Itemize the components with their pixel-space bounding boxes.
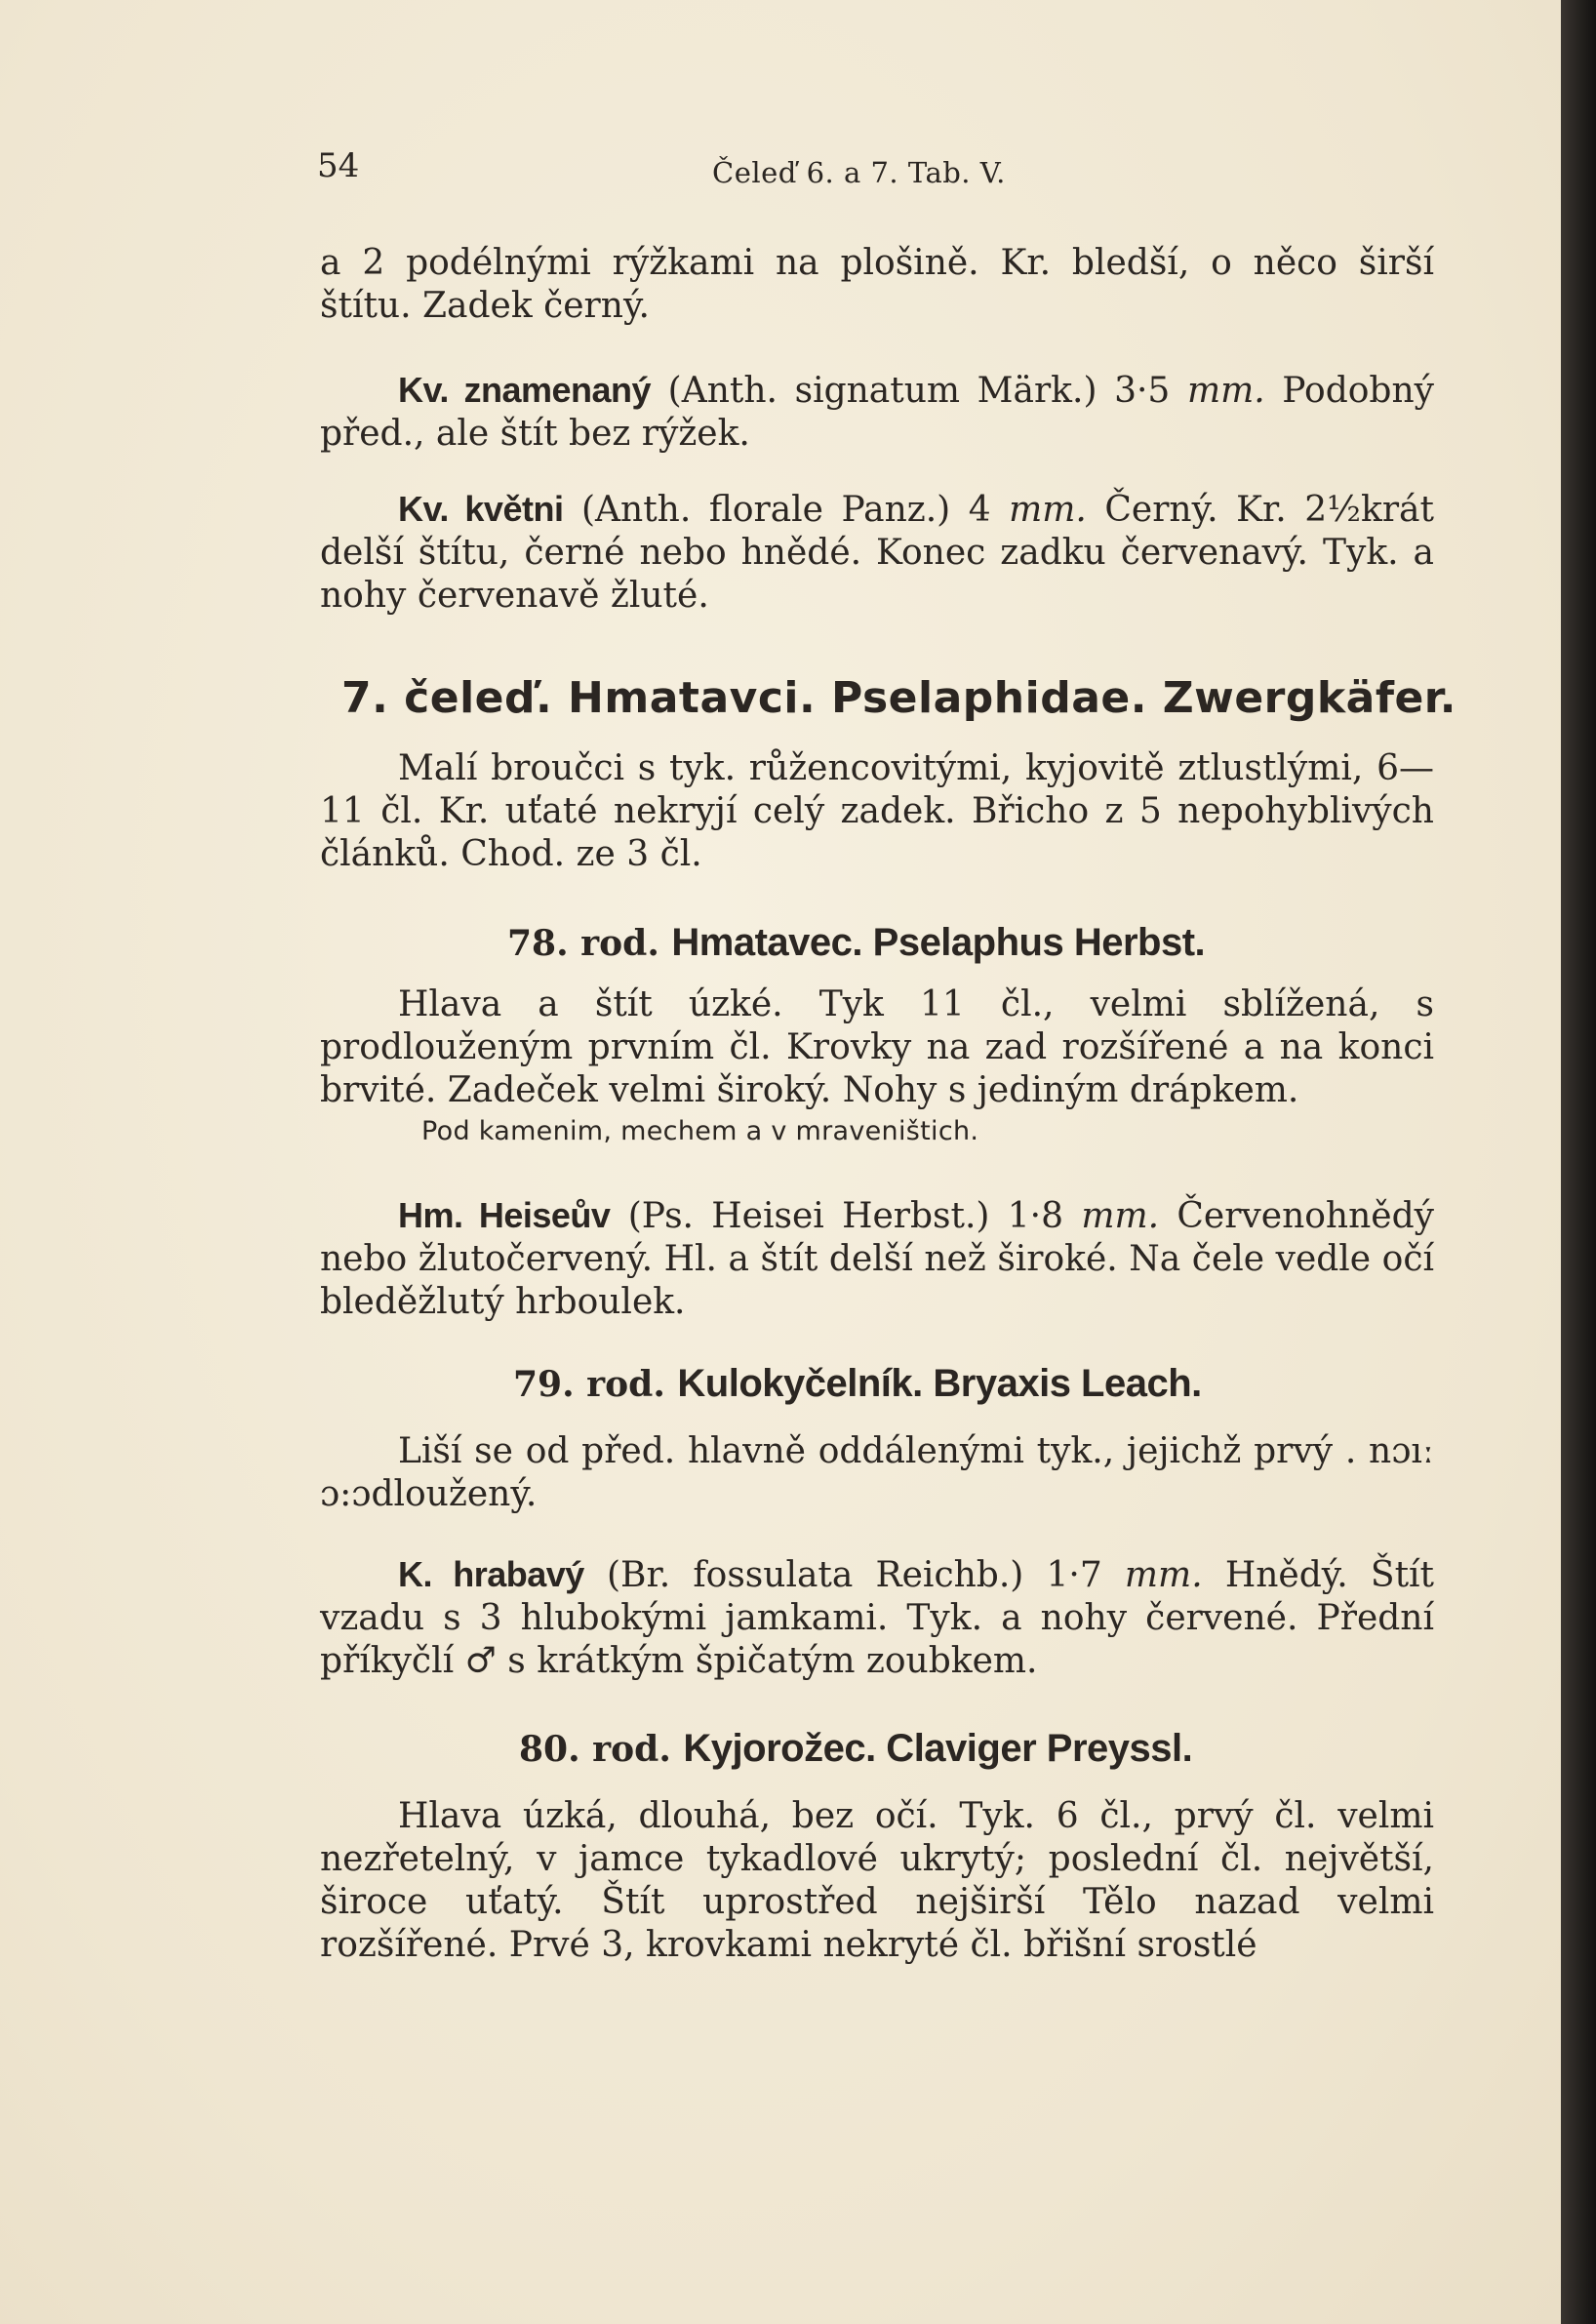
species-latin: (Br. fossulata Reichb.) 1·7 [606, 1555, 1102, 1595]
habitat-note: Pod kamenim, mechem a v mraveništich. [421, 1116, 979, 1146]
genus-name: Hmatavec. Pselaphus Herbst. [671, 921, 1206, 964]
species-description: Černý. Kr. 2½krát delší štítu, černé nebo hnědé. Konec zadku červenavý. Tyk. a nohy červenavě žluté. [320, 490, 1434, 616]
genus-description-79 [320, 1430, 1434, 1516]
genus-name: Kulokyčelník. Bryaxis Leach. [677, 1362, 1202, 1405]
genus-heading-80 [519, 1727, 1192, 1771]
species-paragraph [320, 1553, 1434, 1683]
species-unit: mm. [1124, 1555, 1203, 1595]
species-paragraph [320, 488, 1434, 618]
species-description: Hnědý. Štít vzadu s 3 hlubokými jamkami. Tyk. a nohy červené. Přední příkyčlí ♂ s krátkým špičatým zoubkem. [320, 1555, 1435, 1681]
genus-number: 79. rod. [513, 1364, 665, 1405]
species-paragraph [320, 369, 1434, 456]
family-name: Hmatavci. Pselaphidae. [568, 673, 1147, 723]
species-name: Hm. Heiseův [398, 1195, 611, 1235]
page-edge-shadow [1561, 0, 1596, 2324]
continued-paragraph [320, 242, 1434, 328]
species-description: Červenohnědý nebo žlutočervený. Hl. a štít delší než široké. Na čele vedle očí bleděžlutý hrboulek. [320, 1196, 1434, 1322]
family-german: Zwergkäfer. [1162, 673, 1456, 723]
species-name: Kv. znamenaný [398, 370, 652, 410]
species-paragraph [320, 1194, 1434, 1324]
genus-name: Kyjorožec. Claviger Preyssl. [683, 1727, 1193, 1770]
page-number: 54 [317, 146, 360, 185]
species-latin: (Ps. Heisei Herbst.) 1·8 [627, 1196, 1064, 1236]
running-head: Čeleď 6. a 7. Tab. V. [712, 156, 1006, 189]
species-unit: mm. [1009, 490, 1087, 530]
family-prefix: 7. čeleď. [341, 673, 553, 723]
species-description: Podobný před., ale štít bez rýžek. [320, 371, 1434, 454]
species-unit: mm. [1186, 371, 1265, 411]
family-description [320, 747, 1434, 876]
genus-number: 80. rod. [519, 1729, 671, 1770]
species-latin: (Anth. florale Panz.) 4 [580, 490, 991, 530]
species-entry-heiseuv [320, 1194, 1434, 1324]
genus-description-80 [320, 1795, 1434, 1967]
genus-heading-78 [507, 921, 1205, 965]
genus-heading-79 [513, 1362, 1202, 1406]
species-name: Kv. květni [398, 489, 564, 529]
species-entry-znamenany [320, 369, 1434, 456]
page-header [317, 146, 1439, 205]
species-entry-hrabavy [320, 1553, 1434, 1683]
species-unit: mm. [1081, 1196, 1160, 1236]
species-latin: (Anth. signatum Märk.) 3·5 [667, 371, 1171, 411]
paragraph-text: Hlava úzká, dlouhá, bez očí. Tyk. 6 čl., prvý čl. velmi nezřetelný, v jamce tykadlové ukrytý; poslední čl. největší, široce uťatý. Štít uprostřed nejširší Tělo nazad velmi rozšířené. Prvé 3, krovkami nekryté čl. břišní srostlé [320, 1796, 1434, 1965]
paragraph-text: Liší se od před. hlavně oddálenými tyk., jejichž prvý . nɔıː ɔ:ɔdloužený. [320, 1431, 1434, 1514]
family-heading [341, 673, 1456, 723]
paragraph-text: Malí broučci s tyk. růžencovitými, kyjovitě ztlustlými, 6—11 čl. Kr. uťaté nekryjí celý zadek. Břicho z 5 nepohyblivých článků. Chod. ze 3 čl. [320, 748, 1434, 874]
genus-number: 78. rod. [507, 923, 659, 964]
paragraph-text: Hlava a štít úzké. Tyk 11 čl., velmi sblížená, s prodlouženým prvním čl. Krovky na zad rozšířené a na konci brvité. Zadeček velmi široký. Nohy s jediným drápkem. [320, 984, 1434, 1110]
species-name: K. hrabavý [398, 1554, 584, 1594]
genus-description-78 [320, 983, 1434, 1151]
species-entry-kvetni [320, 488, 1434, 618]
paragraph-text: a 2 podélnými rýžkami na plošině. Kr. bledší, o něco širší štítu. Zadek černý. [320, 243, 1434, 326]
